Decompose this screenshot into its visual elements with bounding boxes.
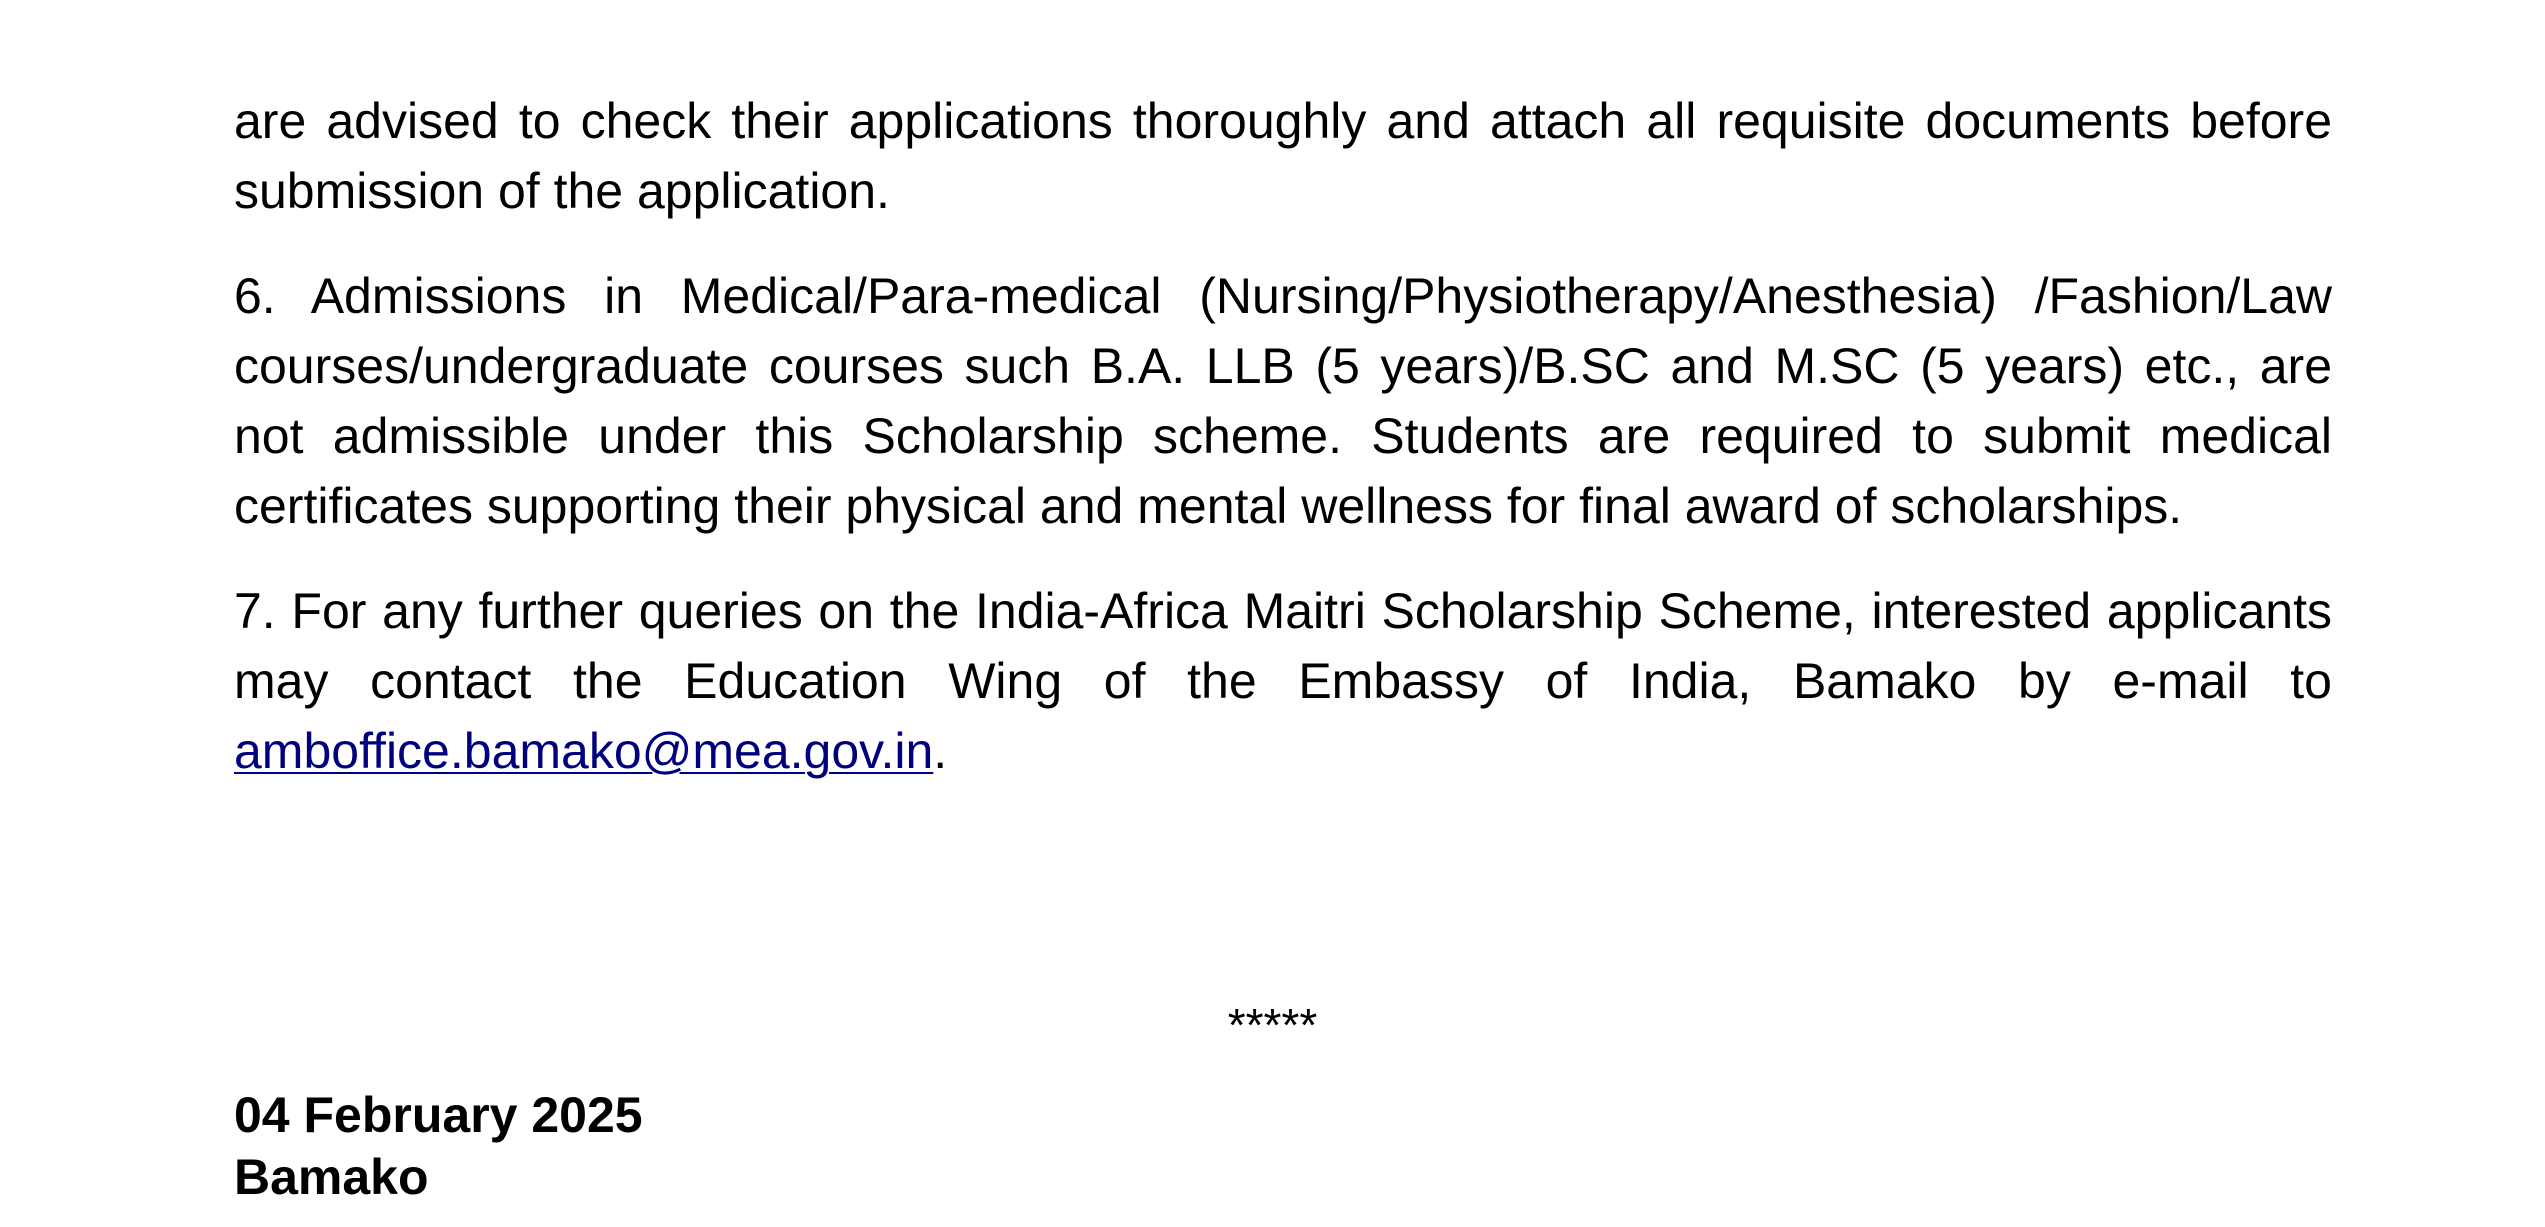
signature-block	[234, 1084, 643, 1208]
document-place: Bamako	[234, 1149, 429, 1205]
paragraph-7	[234, 576, 2332, 786]
paragraph-continued: are advised to check their applications thoroughly and attach all requisite documents before submission of the application.	[234, 93, 2332, 219]
email-link[interactable]: amboffice.bamako@mea.gov.in	[234, 723, 934, 779]
section-separator: *****	[1227, 999, 1318, 1051]
document-body	[234, 86, 2332, 786]
paragraph-7-end: .	[933, 723, 948, 779]
paragraph-7-text: 7. For any further queries on the India-Africa Maitri Scholarship Scheme, interested applicants may contact the Education Wing of the Embassy of India, Bamako by e-mail to	[234, 583, 2332, 709]
paragraph-6: 6. Admissions in Medical/Para-medical (Nursing/Physiotherapy/Anesthesia) /Fashion/Law courses/undergraduate courses such B.A. LLB (5 years)/B.SC and M.SC (5 years) etc., are not admissible under this Scholarship scheme. Students are required to submit medical certificates supporting their physical and mental wellness for final award of scholarships.	[234, 268, 2332, 534]
document-date: 04 February 2025	[234, 1087, 643, 1143]
